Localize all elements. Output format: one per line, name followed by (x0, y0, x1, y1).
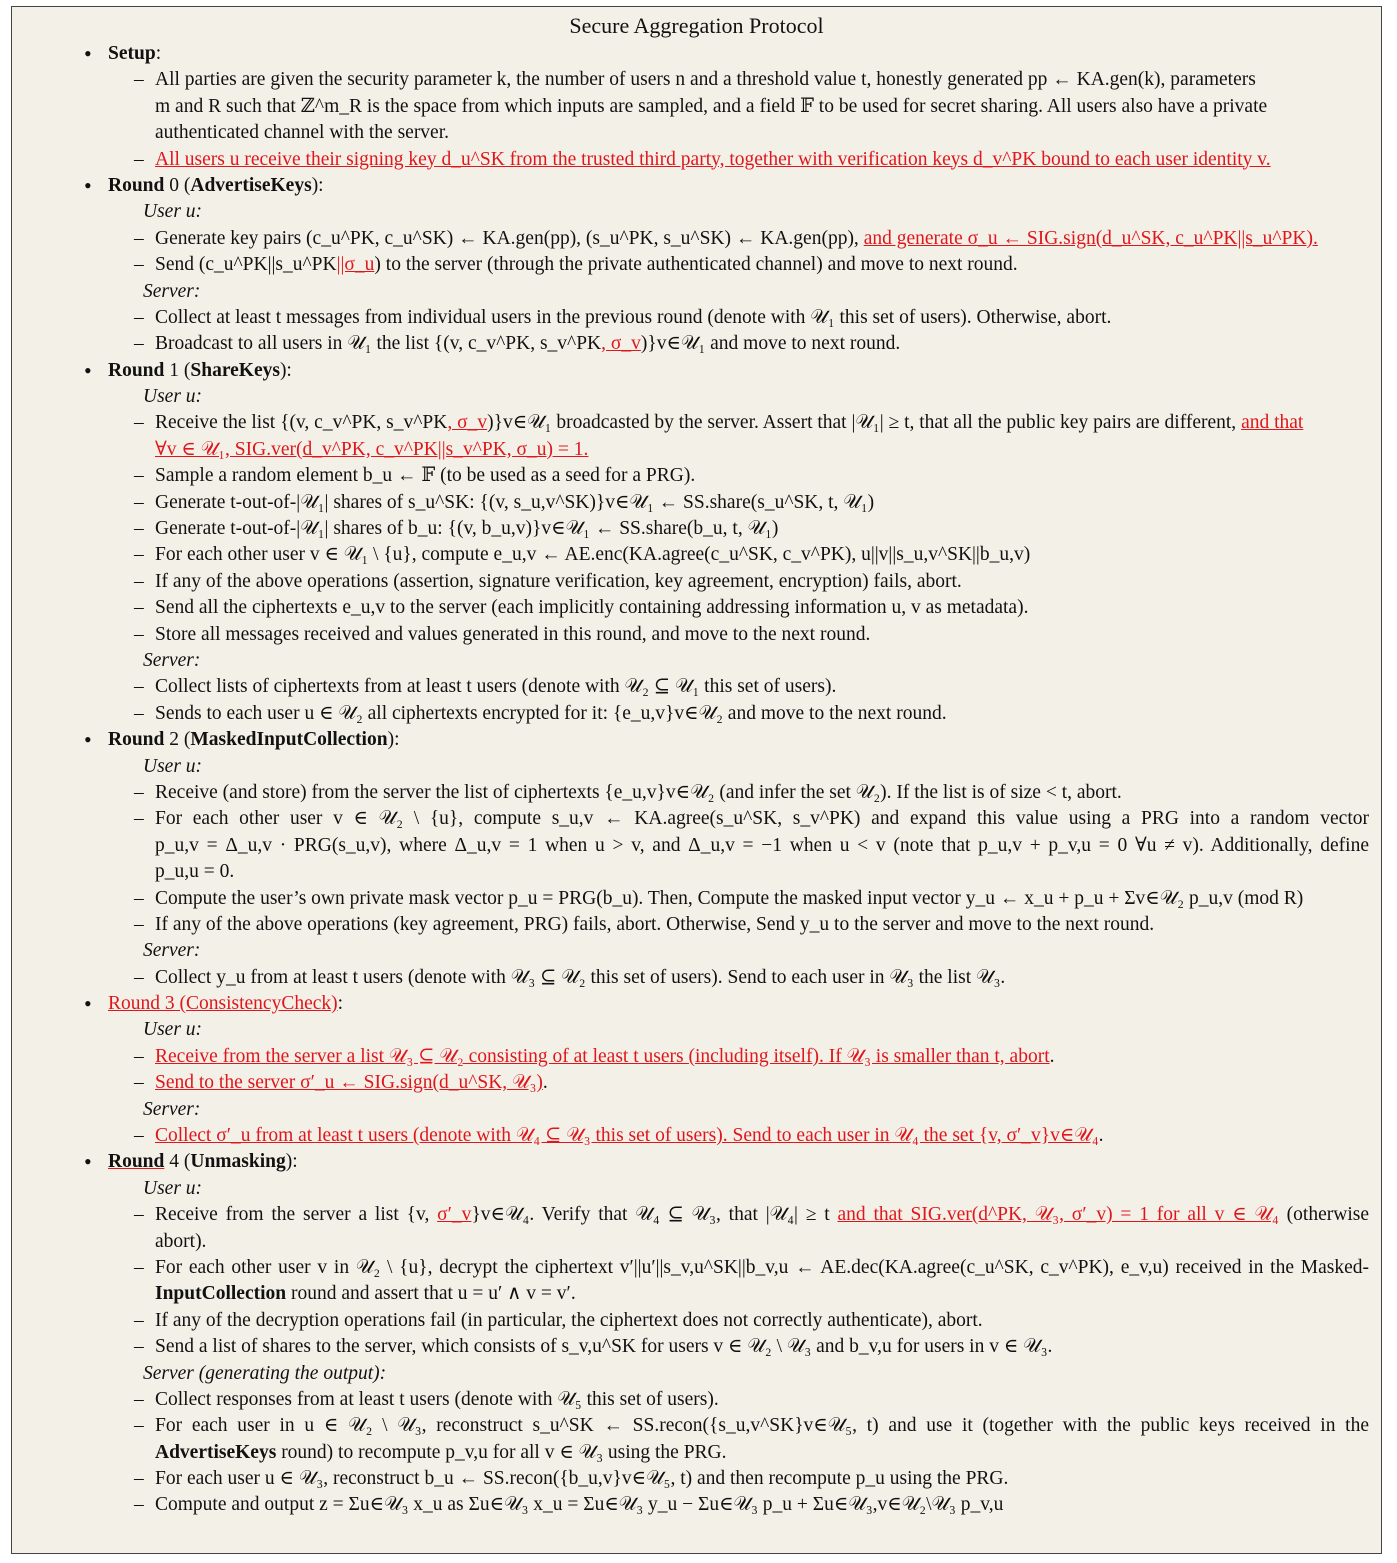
line-text: For each other user v ∈ 𝒰₂ \ {u}, compute s_u,v ← KA.agree(s_u^SK, s_v^PK) and expand this value using a PRG into a random vector (155, 808, 1369, 830)
section-heading (12, 1149, 1381, 1175)
line-text: Server: (143, 649, 201, 671)
section-heading (12, 41, 1381, 67)
line-text: p_u,v = Δ_u,v · PRG(s_u,v), where Δ_u,v = 1 when u > v, and Δ_u,v = −1 when u < v (note that p_u,v + p_v,u = 0 ∀u ≠ v). Additionally, define (155, 834, 1369, 856)
dash-marker: – (134, 465, 144, 487)
dash-marker: – (134, 254, 144, 276)
line-text: (otherwise (1278, 1204, 1369, 1226)
dash-marker: – (134, 808, 144, 830)
dash-marker: – (134, 1256, 144, 1278)
dash-marker: – (134, 491, 144, 513)
step-item (12, 1413, 1381, 1439)
role-label (12, 648, 1381, 674)
dash-marker: – (134, 1494, 144, 1516)
line-text: Receive (and store) from the server the list of ciphertexts {e_u,v}v∈𝒰₂ (and infer the set 𝒰₂). If the list is of size < t, abort. (155, 781, 1122, 803)
step-item (12, 147, 1381, 173)
line-text: Store all messages received and values generated in this round, and move to the next round. (155, 623, 871, 645)
line-text: Collect σ′_u from at least t users (denote with 𝒰₄ ⊆ 𝒰₃ this set of users). Send to each user in 𝒰₄ the set {v, σ′_v}v∈𝒰₄ (155, 1125, 1099, 1147)
line-text: round) to recompute p_v,u for all v ∈ 𝒰₃ using the PRG. (276, 1441, 727, 1463)
step-item (12, 331, 1381, 357)
dash-marker: – (134, 1468, 144, 1490)
line-text: User u: (143, 1177, 203, 1199)
line-text: Receive from the server a list {v, (155, 1204, 438, 1226)
step-item (12, 410, 1381, 436)
line-text: Broadcast to all users in 𝒰₁ the list {(v, c_v^PK, s_v^PK (155, 333, 602, 355)
line-text: 2 ( (164, 729, 191, 751)
step-item (12, 516, 1381, 542)
line-text: If any of the above operations (key agreement, PRG) fails, abort. Otherwise, Send y_u to the server and move to the next round. (155, 913, 1155, 935)
line-text: Collect responses from at least t users (denote with 𝒰₅ this set of users). (155, 1388, 719, 1410)
step-item (12, 67, 1381, 93)
role-label (12, 754, 1381, 780)
line-text: , σ_v (601, 333, 641, 355)
dash-marker: – (134, 966, 144, 988)
line-text: User u: (143, 201, 203, 223)
step-continuation (12, 94, 1381, 120)
line-text: Round 3 (ConsistencyCheck) (108, 993, 338, 1015)
dash-marker: – (134, 69, 144, 91)
line-text: }v∈𝒰₄. Verify that 𝒰₄ ⊆ 𝒰₃, that |𝒰₄| ≥ t (471, 1204, 838, 1226)
role-label (12, 384, 1381, 410)
role-label (12, 938, 1381, 964)
step-continuation (12, 1229, 1381, 1255)
line-text: AdvertiseKeys (155, 1441, 277, 1463)
line-text: Send a list of shares to the server, which consists of s_v,u^SK for users v ∈ 𝒰₂ \ 𝒰₃ and b_v,u for users in v ∈ 𝒰₃. (155, 1336, 1053, 1358)
line-text: ): (311, 174, 324, 196)
step-item (12, 305, 1381, 331)
line-text: Round (108, 359, 165, 381)
dash-marker: – (134, 1309, 144, 1331)
protocol-box (11, 6, 1382, 1554)
line-text: Collect at least t messages from individual users in the previous round (denote with 𝒰₁ this set of users). Otherwise, abort. (155, 306, 1112, 328)
dash-marker: – (134, 702, 144, 724)
line-text: If any of the decryption operations fail (in particular, the ciphertext does not correctly authenticate), abort. (155, 1309, 983, 1331)
line-text: ∀v ∈ 𝒰₁, SIG.ver(d_v^PK, c_v^PK||s_v^PK, σ_u) = 1. (155, 438, 589, 460)
step-item (12, 780, 1381, 806)
line-text: Round (108, 1151, 165, 1173)
line-text: Server: (143, 280, 201, 302)
line-text: For each other user v ∈ 𝒰₁ \ {u}, compute e_u,v ← AE.enc(KA.agree(c_u^SK, c_v^PK), u||v||s_u,v^SK||b_u,v) (155, 544, 1031, 566)
dash-marker: – (134, 570, 144, 592)
dash-marker: – (134, 781, 144, 803)
line-text: All parties are given the security parameter k, the number of users n and a threshold value t, honestly generated pp ← KA.gen(k), parameters (155, 69, 1256, 91)
line-text: )}v∈𝒰₁ broadcasted by the server. Assert that |𝒰₁| ≥ t, that all the public key pairs are different, (487, 412, 1242, 434)
protocol-content (12, 41, 1381, 1519)
step-continuation (12, 437, 1381, 463)
section-heading (12, 727, 1381, 753)
line-text: Compute the user’s own private mask vector p_u = PRG(b_u). Then, Compute the masked input vector y_u ← x_u + p_u + Σv∈𝒰₂ p_u,v (mod R) (155, 887, 1304, 909)
line-text: Generate t-out-of-|𝒰₁| shares of s_u^SK: {(v, s_u,v^SK)}v∈𝒰₁ ← SS.share(s_u^SK, t, 𝒰₁) (155, 491, 875, 513)
line-text: Generate key pairs (c_u^PK, c_u^SK) ← KA.gen(pp), (s_u^PK, s_u^SK) ← KA.gen(pp), (155, 227, 864, 249)
line-text: 1 ( (164, 359, 191, 381)
line-text: ShareKeys (190, 359, 280, 381)
dash-marker: – (134, 1336, 144, 1358)
dash-marker: – (134, 227, 144, 249)
dash-marker: – (134, 913, 144, 935)
line-text: abort). (155, 1230, 207, 1252)
dash-marker: – (134, 1415, 144, 1437)
line-text: For each user u ∈ 𝒰₃, reconstruct b_u ← SS.recon({b_u,v}v∈𝒰₅, t) and then recompute p_u using the PRG. (155, 1468, 1009, 1490)
protocol-title: Secure Aggregation Protocol (569, 13, 824, 38)
line-text: ) to the server (through the private authenticated channel) and move to next round. (374, 254, 1018, 276)
step-item (12, 1123, 1381, 1149)
line-text: Setup (108, 43, 156, 64)
line-text: Generate t-out-of-|𝒰₁| shares of b_u: {(v, b_u,v)}v∈𝒰₁ ← SS.share(b_u, t, 𝒰₁) (155, 518, 779, 540)
dash-marker: – (134, 1204, 144, 1226)
line-text: Send all the ciphertexts e_u,v to the server (each implicitly containing addressing information u, v as metadata). (155, 597, 1029, 619)
step-item (12, 595, 1381, 621)
step-item (12, 701, 1381, 727)
line-text: : (337, 993, 344, 1015)
line-text: , σ_v (447, 412, 488, 434)
section-heading (12, 358, 1381, 384)
dash-marker: – (134, 1072, 144, 1094)
step-item (12, 1070, 1381, 1096)
line-text: round and assert that u = u′ ∧ v = v′. (286, 1283, 576, 1305)
line-text: InputCollection (155, 1283, 287, 1305)
line-text: 0 ( (164, 174, 191, 196)
line-text: For each user in u ∈ 𝒰₂ \ 𝒰₃, reconstruct s_u^SK ← SS.recon({s_u,v^SK}v∈𝒰₅, t) and use it (together with the public keys received in the (155, 1415, 1369, 1437)
line-text: User u: (143, 755, 203, 777)
line-text: Collect lists of ciphertexts from at least t users (denote with 𝒰₂ ⊆ 𝒰₁ this set of users). (155, 676, 837, 698)
line-text: and that SIG.ver(d^PK, 𝒰₃, σ′_v) = 1 for all v ∈ 𝒰₄ (837, 1204, 1279, 1226)
dash-marker: – (134, 333, 144, 355)
role-label (12, 199, 1381, 225)
step-item (12, 569, 1381, 595)
dash-marker: – (134, 518, 144, 540)
step-item (12, 1202, 1381, 1228)
step-item (12, 622, 1381, 648)
step-item (12, 1308, 1381, 1334)
role-label (12, 279, 1381, 305)
line-text: Round (108, 729, 165, 751)
line-text: Compute and output z = Σu∈𝒰₃ x_u as Σu∈𝒰₃ x_u = Σu∈𝒰₃ y_u − Σu∈𝒰₃ p_u + Σu∈𝒰₃,v∈𝒰₂\𝒰₃ p_v,u (155, 1494, 1004, 1516)
step-item (12, 912, 1381, 938)
line-text: Unmasking (190, 1151, 286, 1173)
dash-marker: – (134, 1388, 144, 1410)
section-heading (12, 173, 1381, 199)
step-item (12, 542, 1381, 568)
step-continuation (12, 1281, 1381, 1307)
dash-marker: – (134, 544, 144, 566)
line-text: MaskedInputCollection (190, 729, 388, 751)
dash-marker: – (134, 1125, 144, 1147)
line-text: ): (279, 359, 292, 381)
line-text: Sends to each user u ∈ 𝒰₂ all ciphertexts encrypted for it: {e_u,v}v∈𝒰₂ and move to the next round. (155, 702, 947, 724)
step-item (12, 1044, 1381, 1070)
step-item (12, 1255, 1381, 1281)
line-text: σ′_v (437, 1204, 472, 1226)
dash-marker: – (134, 676, 144, 698)
line-text: p_u,u = 0. (155, 861, 235, 883)
line-text: User u: (143, 386, 203, 408)
dash-marker: – (134, 597, 144, 619)
dash-marker: – (134, 623, 144, 645)
line-text: )}v∈𝒰₁ and move to next round. (640, 333, 901, 355)
line-text: All users u receive their signing key d_u^SK from the trusted third party, together with verification keys d_v^PK bound to each user identity v. (155, 148, 1271, 170)
line-text: Server: (143, 1098, 201, 1120)
dash-marker: – (134, 412, 144, 434)
line-text: . (1049, 1045, 1055, 1067)
line-text: Receive from the server a list 𝒰₃ ⊆ 𝒰₂ consisting of at least t users (including itself). If 𝒰₃ is smaller than t, abort (155, 1045, 1050, 1067)
step-continuation (12, 833, 1381, 859)
step-item (12, 806, 1381, 832)
line-text: Receive the list {(v, c_v^PK, s_v^PK (155, 412, 448, 434)
line-text: ||σ_u (336, 254, 375, 276)
line-text: . (542, 1072, 548, 1094)
role-label (12, 1097, 1381, 1123)
dash-marker: – (134, 1045, 144, 1067)
line-text: Server (generating the output): (143, 1362, 387, 1384)
dash-marker: – (134, 306, 144, 328)
line-text: authenticated channel with the server. (155, 122, 450, 144)
step-item (12, 1387, 1381, 1413)
line-text: Send to the server σ′_u ← SIG.sign(d_u^SK, 𝒰₃) (155, 1072, 543, 1094)
step-continuation (12, 120, 1381, 146)
line-text: User u: (143, 1019, 203, 1041)
step-item (12, 965, 1381, 991)
line-text: Collect y_u from at least t users (denote with 𝒰₃ ⊆ 𝒰₂ this set of users). Send to each user in 𝒰₃ the list 𝒰₃. (155, 966, 1006, 988)
line-text: m and R such that ℤ^m_R is the space from which inputs are sampled, and a field 𝔽 to be used for secret sharing. All users also have a private (155, 95, 1268, 117)
section-heading (12, 991, 1381, 1017)
line-text: . (1098, 1125, 1104, 1147)
step-continuation (12, 1440, 1381, 1466)
line-text: Round (108, 174, 165, 196)
line-text: and that (1241, 412, 1304, 434)
dash-marker: – (134, 887, 144, 909)
step-item (12, 674, 1381, 700)
line-text: Send (c_u^PK||s_u^PK (155, 254, 337, 276)
line-text: Server: (143, 940, 201, 962)
step-item (12, 1334, 1381, 1360)
step-item (12, 226, 1381, 252)
dash-marker: – (134, 148, 144, 170)
step-item (12, 1492, 1381, 1518)
step-item (12, 1466, 1381, 1492)
step-item (12, 490, 1381, 516)
line-text: For each other user v in 𝒰₂ \ {u}, decrypt the ciphertext v′||u′||s_v,u^SK||b_v,u ← AE.dec(KA.agree(c_u^SK, c_v^PK), e_v,u) received in the Masked- (155, 1256, 1369, 1278)
line-text: : (155, 43, 162, 64)
line-text: ): (285, 1151, 298, 1173)
line-text: Sample a random element b_u ← 𝔽 (to be used as a seed for a PRG). (155, 465, 696, 487)
line-text: 4 ( (164, 1151, 191, 1173)
step-item (12, 886, 1381, 912)
line-text: AdvertiseKeys (190, 174, 312, 196)
role-label (12, 1176, 1381, 1202)
step-continuation (12, 859, 1381, 885)
step-item (12, 463, 1381, 489)
line-text: and generate σ_u ← SIG.sign(d_u^SK, c_u^PK||s_u^PK). (863, 227, 1318, 249)
role-label (12, 1017, 1381, 1043)
line-text: ): (387, 729, 400, 751)
role-label (12, 1361, 1381, 1387)
line-text: If any of the above operations (assertion, signature verification, key agreement, encryption) fails, abort. (155, 570, 962, 592)
step-item (12, 252, 1381, 278)
